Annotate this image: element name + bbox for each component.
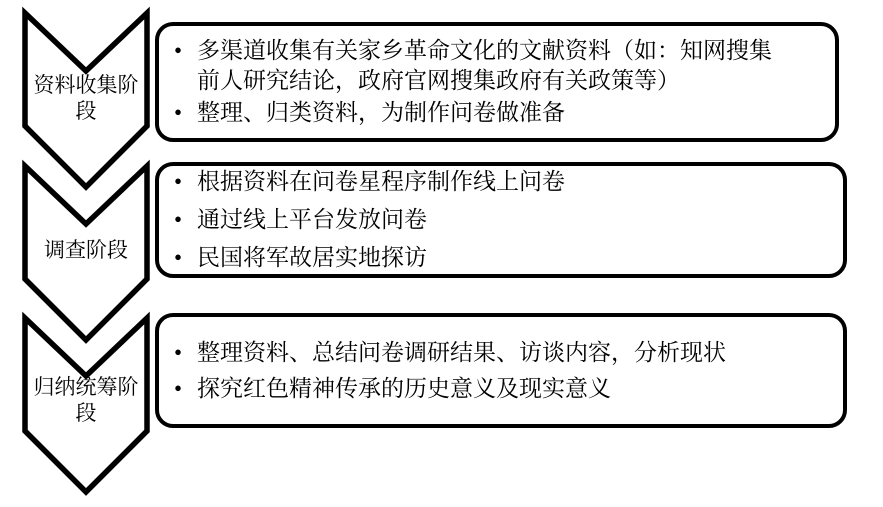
stage-2-label: 调查阶段 xyxy=(44,238,128,263)
bullet-item: • 整理、归类资料，为制作问卷做准备 xyxy=(170,98,779,128)
stage-2-details-box xyxy=(155,162,847,278)
bullet-item: • 根据资料在问卷星程序制作线上问卷 xyxy=(170,167,803,197)
bullet-item: • 通过线上平台发放问卷 xyxy=(170,205,803,235)
stage-3-details-box xyxy=(155,313,847,428)
bullet-item: • 探究红色精神传承的历史意义及现实意义 xyxy=(170,374,803,404)
stage-1-bullet-list xyxy=(159,36,835,128)
stage-1-details-box xyxy=(155,22,839,142)
stage-3-label: 归纳统筹阶段 xyxy=(33,375,139,425)
bullet-item: • 民国将军故居实地探访 xyxy=(170,243,803,273)
bullet-item: • 多渠道收集有关家乡革命文化的文献资料（如：知网搜集前人研究结论，政府官网搜集政府有关政策等） xyxy=(170,36,779,96)
stage-2-bullet-list xyxy=(159,167,843,273)
stage-1-label: 资料收集阶段 xyxy=(33,73,139,123)
bullet-item: • 整理资料、总结问卷调研结果、访谈内容，分析现状 xyxy=(170,338,803,368)
stage-3-bullet-list xyxy=(159,338,843,404)
